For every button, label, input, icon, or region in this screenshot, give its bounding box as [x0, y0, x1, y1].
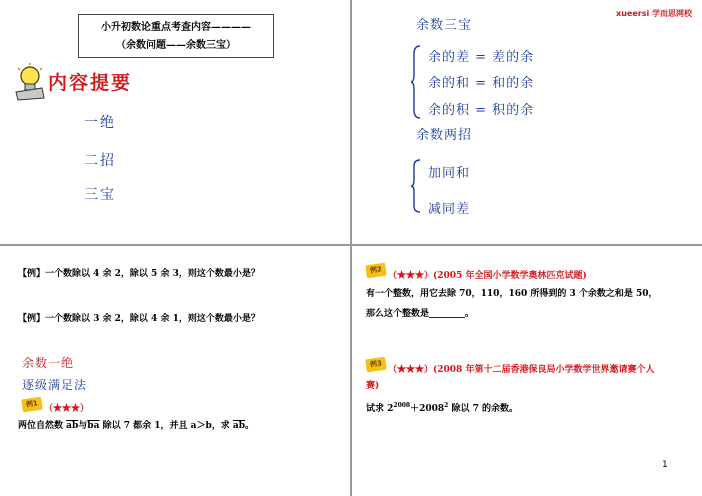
slide-remainder-rules — [352, 0, 702, 244]
rules-heading: 余数三宝 — [416, 18, 473, 33]
outline-item-1: 一绝 — [84, 115, 116, 131]
blue-subheading: 逐级满足法 — [22, 378, 88, 392]
moves-heading: 余数两招 — [416, 128, 473, 143]
example-2-text-line-2: 那么这个整数是________。 — [366, 309, 475, 319]
example-2-text-line-1: 有一个整数，用它去除 70，110，160 所得到的 3 个余数之和是 50， — [366, 289, 658, 299]
page-number: 1 — [662, 460, 668, 470]
title-line-1: 小升初数论重点考查内容———— — [101, 22, 251, 33]
example-tag: 例1 — [21, 397, 43, 413]
example-3-source-line-2: 赛) — [366, 381, 380, 391]
left-brace-icon — [410, 158, 422, 214]
example-tag: 例3 — [365, 357, 387, 373]
example-text-2: 【例】一个数除以 3 余 2，除以 4 余 1，则这个数最小是？ — [18, 314, 260, 324]
brand-logo: xueersi 学而思网校 — [616, 9, 692, 18]
red-subheading: 余数一绝 — [22, 356, 75, 370]
example-3-text: 试求 $2^{2008}+2008^2$ 除以 7 的余数。 — [366, 402, 519, 414]
outline-item-2: 二招 — [84, 153, 116, 169]
slide-examples-one — [0, 246, 350, 496]
left-brace-icon — [410, 44, 422, 120]
contents-heading: 内容提要 — [48, 72, 133, 94]
move-add: 加同和 — [428, 166, 471, 181]
example-tag: 例2 — [365, 263, 387, 279]
rule-difference: 余的差 = 差的余 — [428, 50, 535, 65]
slide-contents-outline — [0, 0, 350, 244]
rule-product: 余的积 = 积的余 — [428, 103, 535, 118]
lightbulb-icon — [12, 62, 48, 102]
outline-item-3: 三宝 — [84, 187, 116, 203]
problem-text: 两位自然数 $\overline{ab}$与$\overline{ba}$ 除以 7 都余 1，并且 a＞b，求 $\overline{ab}$。 — [18, 421, 255, 431]
rule-sum: 余的和 = 和的余 — [428, 76, 535, 91]
move-subtract: 减同差 — [428, 202, 471, 217]
title-line-2: （余数问题——余数三宝） — [116, 40, 236, 51]
title-box — [78, 14, 274, 58]
difficulty-stars: （★★★） — [44, 404, 90, 414]
example-3-source: （★★★）(2008 年第十二届香港保良局小学数学世界邀请赛个人 — [388, 365, 655, 375]
slide-examples-two — [352, 246, 702, 496]
example-text-1: 【例】一个数除以 4 余 2，除以 5 余 3，则这个数最小是？ — [18, 269, 260, 279]
example-2-source: （★★★）(2005 年全国小学数学奥林匹克试题) — [388, 271, 587, 281]
